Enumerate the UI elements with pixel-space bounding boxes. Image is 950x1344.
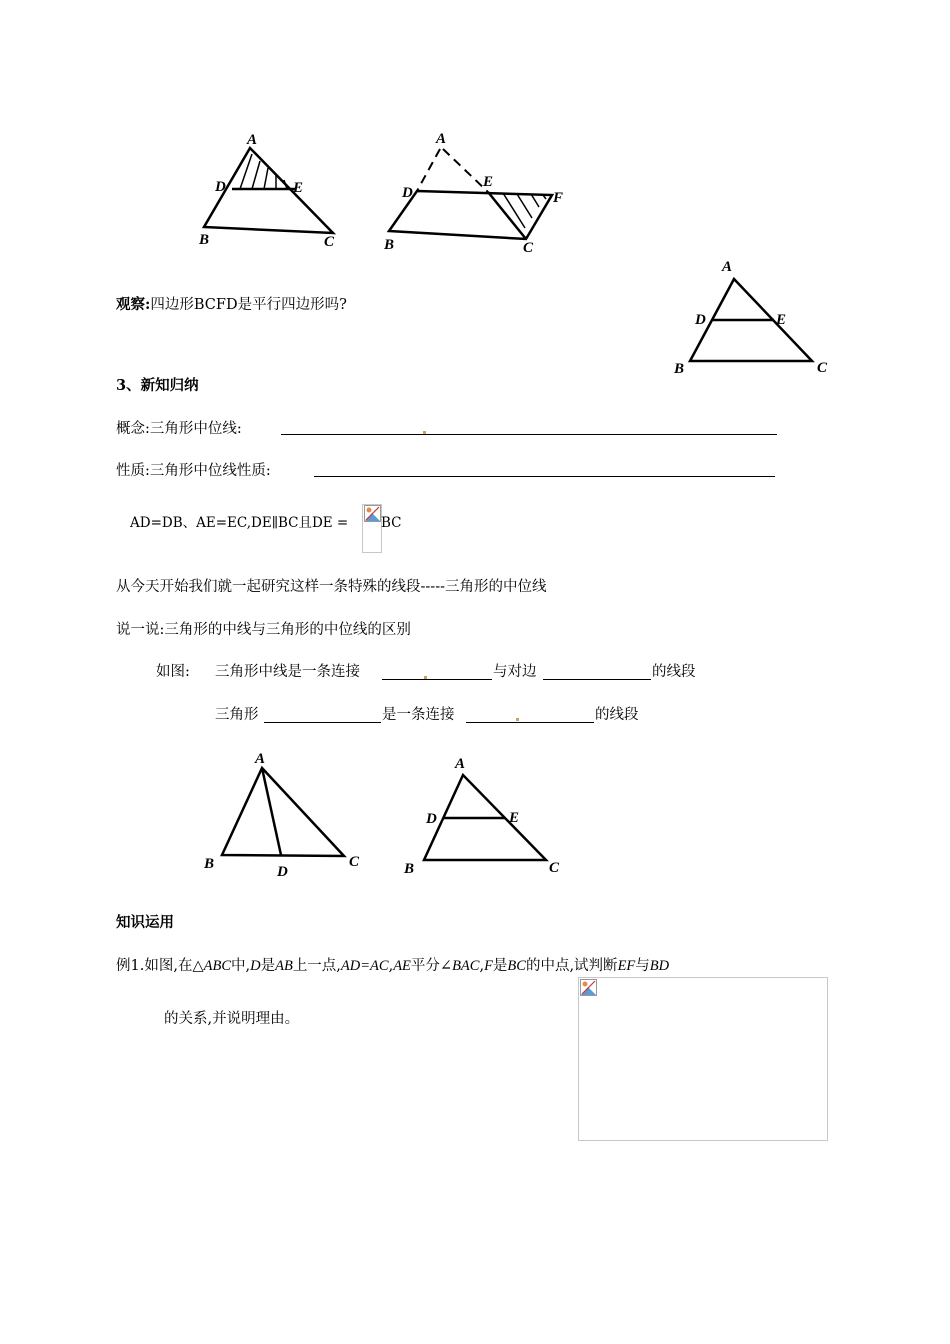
ex-var: ABC	[203, 958, 231, 974]
line1-c: 的线段	[652, 664, 696, 680]
ex-text: 是	[260, 958, 276, 974]
ex-text: 平分∠	[410, 958, 453, 974]
line2-blank-1	[264, 722, 381, 723]
label-D: D	[215, 179, 226, 195]
ex-var: AE	[393, 958, 411, 974]
line2-a: 三角形	[215, 707, 259, 723]
figure-triangle-midline	[395, 745, 575, 885]
label-D: D	[402, 185, 413, 201]
ex-text: ,	[388, 958, 394, 974]
ex-text: ,	[479, 958, 485, 974]
label-B: B	[199, 232, 210, 248]
label-C: C	[523, 240, 534, 256]
label-A: A	[455, 756, 466, 772]
label-D: D	[277, 864, 288, 880]
property-blank	[314, 476, 775, 477]
label-C: C	[324, 234, 335, 250]
label-B: B	[204, 856, 215, 872]
line1-a: 三角形中线是一条连接	[215, 664, 360, 680]
label-B: B	[384, 237, 395, 253]
label-E: E	[509, 810, 520, 826]
label-C: C	[817, 360, 828, 376]
line2-b: 是一条连接	[382, 707, 455, 723]
label-A: A	[247, 132, 258, 148]
observe-line	[116, 296, 347, 314]
line1-prefix: 如图:	[156, 664, 190, 680]
line1-b: 与对边	[493, 664, 537, 680]
example1-line1	[116, 957, 669, 975]
label-A: A	[722, 259, 733, 275]
label-C: C	[549, 860, 560, 876]
application-title: 知识运用	[116, 914, 174, 931]
discuss-text: 说一说:三角形的中线与三角形的中位线的区别	[116, 622, 411, 638]
line1-blank-2	[543, 679, 651, 680]
concept-label: 概念:三角形中位线:	[116, 421, 242, 437]
example1-line2: 的关系,并说明理由。	[164, 1011, 300, 1027]
intro-text: 从今天开始我们就一起研究这样一条特殊的线段-----三角形的中位线	[116, 579, 547, 595]
ex-text: 的中点,试判断	[525, 958, 618, 974]
property-label: 性质:三角形中位线性质:	[116, 463, 271, 479]
label-F: F	[553, 190, 564, 206]
label-E: E	[483, 174, 494, 190]
line2-mark	[516, 718, 519, 721]
line2-c: 的线段	[595, 707, 639, 723]
line2-blank-2	[466, 722, 594, 723]
observe-text: 四边形BCFD是平行四边形吗?	[150, 297, 347, 313]
ex-var: F	[484, 958, 493, 974]
broken-image-icon	[580, 979, 597, 996]
broken-image-icon	[364, 505, 381, 522]
ex-text: 中,	[231, 958, 251, 974]
line1-blank-1	[382, 679, 492, 680]
ex-var: AD=AC	[340, 958, 389, 974]
ex-text: 与	[635, 958, 650, 974]
ex-text: 例1.如图,在△	[116, 958, 204, 974]
ex-var: BC	[507, 958, 526, 974]
label-D: D	[426, 811, 437, 827]
label-E: E	[293, 180, 304, 196]
label-A: A	[255, 751, 266, 767]
concept-mark	[423, 431, 426, 434]
section-3-title: 3、新知归纳	[116, 377, 199, 394]
figure-triangle-midline-right	[670, 255, 840, 380]
figure-parallelogram	[375, 125, 575, 260]
label-E: E	[776, 312, 787, 328]
label-C: C	[349, 854, 360, 870]
ex-var: BD	[649, 958, 670, 974]
ex-text: 是	[492, 958, 508, 974]
ex-var: D	[250, 958, 261, 974]
label-A: A	[436, 131, 447, 147]
figure-triangle-median	[195, 745, 375, 885]
line1-mark	[424, 676, 427, 679]
ex-var: AB	[275, 958, 293, 974]
ex-text: 上一点,	[292, 958, 341, 974]
label-D: D	[695, 312, 706, 328]
formula-text: AD=DB、AE=EC,DE∥BC且DE =	[130, 515, 349, 531]
label-B: B	[674, 361, 685, 377]
label-B: B	[404, 861, 415, 877]
ex-var: BAC	[452, 958, 480, 974]
example-image-placeholder	[578, 977, 828, 1141]
ex-var: EF	[617, 958, 636, 974]
formula-suffix: BC	[381, 515, 402, 531]
figure-triangle-hatched	[190, 128, 350, 253]
observe-label: 观察:	[116, 296, 151, 313]
concept-blank	[281, 434, 777, 435]
